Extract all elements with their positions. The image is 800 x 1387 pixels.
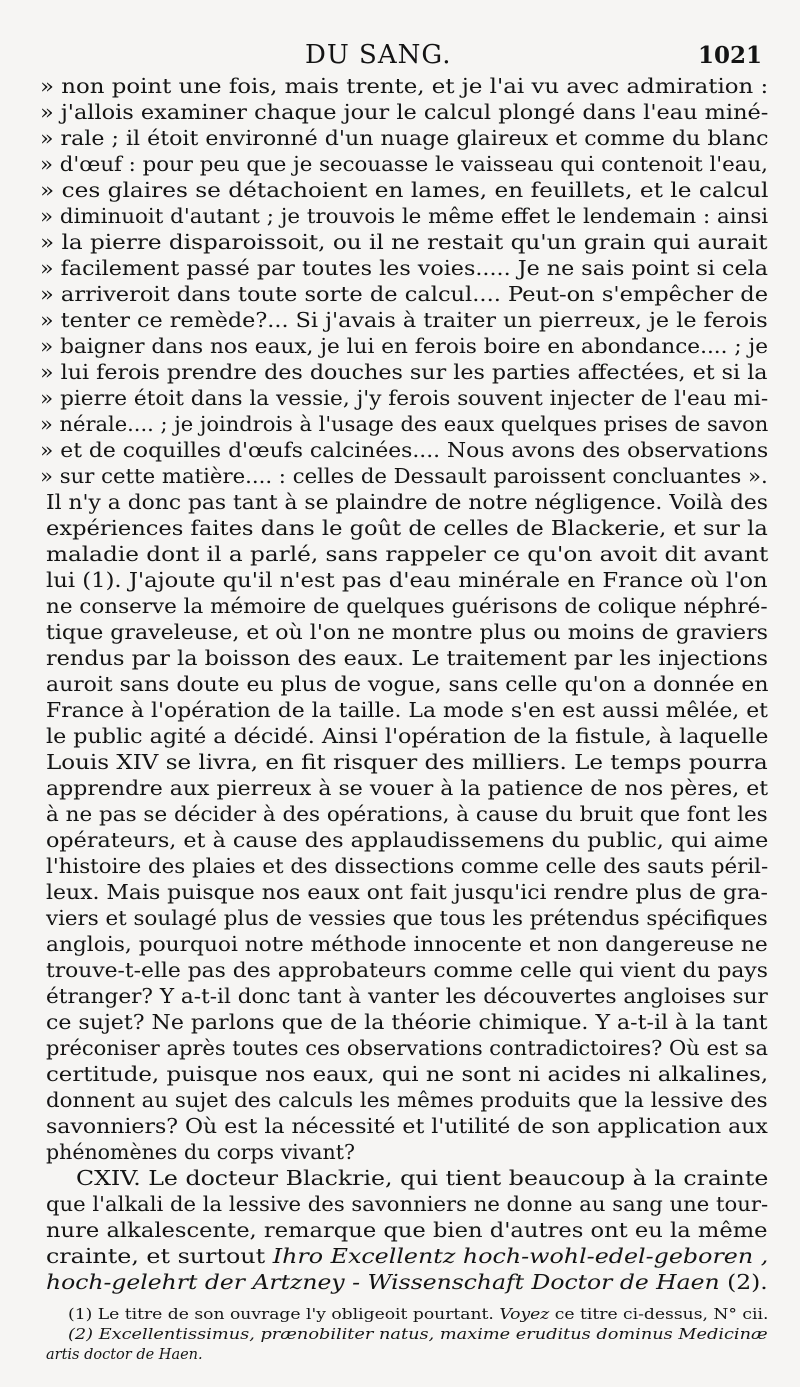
text-line: anglois, pourquoi notre méthode innocente et non dangereuse ne: [46, 932, 768, 956]
text-line: » lui ferois prendre des douches sur les parties affectées, et si la: [40, 360, 768, 384]
text-line: [46, 1244, 768, 1269]
text-line: phénomènes du corps vivant?: [46, 1140, 355, 1164]
text-line: le public agité a décidé. Ainsi l'opération de la fistule, à laquelle: [46, 724, 769, 748]
text-line: » rale ; il étoit environné d'un nuage glaireux et comme du blanc: [40, 126, 769, 150]
text-line: apprendre aux pierreux à se vouer à la patience de nos pères, et: [46, 776, 769, 800]
text-line: viers et soulagé plus de vessies que tous les prétendus spécifiques: [46, 906, 768, 930]
text-line: » nérale.... ; je joindrois à l'usage des eaux quelques prises de savon: [40, 412, 769, 436]
text-line: l'histoire des plaies et des dissections comme celle des sauts péril-: [46, 854, 769, 878]
footnote-2-line2: artis doctor de Haen.: [46, 1347, 203, 1363]
text-line: [46, 1270, 768, 1295]
footnote-1: [68, 1306, 768, 1324]
text-line: Il n'y a donc pas tant à se plaindre de notre négligence. Voilà des: [46, 490, 768, 514]
text-line: » et de coquilles d'œufs calcinées.... Nous avons des observations: [40, 438, 769, 462]
footnote-ref: (2).: [719, 1270, 768, 1294]
text-line: opérateurs, et à cause des applaudissemens du public, qui aime: [46, 828, 769, 852]
text-line: expériences faites dans le goût de celles de Blackerie, et sur la: [46, 516, 768, 540]
latin-title-part1: Ihro Excellentz hoch-wohl-edel-geboren ,: [272, 1244, 769, 1268]
text-line: » facilement passé par toutes les voies..... Je ne sais point si cela: [40, 256, 768, 280]
footnote-2-line1: (2) Excellentissimus, prænobiliter natus, maxime eruditus dominus Medicinæ: [68, 1327, 768, 1343]
text-line: » baigner dans nos eaux, je lui en ferois boire en abondance.... ; je: [40, 334, 769, 358]
text-line: Louis XIV se livra, en fit risquer des milliers. Le temps pourra: [46, 750, 768, 774]
text-line: » tenter ce remède?... Si j'avais à traiter un pierreux, je le ferois: [40, 308, 768, 332]
text-line: ce sujet? Ne parlons que de la théorie chimique. Y a-t-il à la tant: [46, 1010, 768, 1034]
text-line: donnent au sujet des calculs les mêmes produits que la lessive des: [46, 1088, 768, 1112]
text-line: étranger? Y a-t-il donc tant à vanter les découvertes angloises sur: [46, 984, 768, 1008]
text-line: » pierre étoit dans la vessie, j'y ferois souvent injecter de l'eau mi-: [40, 386, 769, 410]
text-line: » ces glaires se détachoient en lames, en feuillets, et le calcul: [40, 178, 769, 202]
text-line: rendus par la boisson des eaux. Le traitement par les injections: [46, 646, 768, 670]
text-line: savonniers? Où est la nécessité et l'utilité de son application aux: [46, 1114, 768, 1138]
footnote-1-tail: ce titre ci-dessus, N° cii.: [549, 1307, 769, 1323]
text-line: » d'œuf : pour peu que je secouasse le vaisseau qui contenoit l'eau,: [40, 152, 768, 176]
text-line: tique graveleuse, et où l'on ne montre plus ou moins de graviers: [46, 620, 768, 644]
footnote-1-text: (1) Le titre de son ouvrage l'y obligeoit pourtant.: [68, 1307, 500, 1323]
text-line: » diminuoit d'autant ; je trouvois le même effet le lendemain : ainsi: [40, 204, 769, 228]
text-line: à ne pas se décider à des opérations, à cause du bruit que font les: [46, 802, 768, 826]
text-line: CXIV. Le docteur Blackrie, qui tient beaucoup à la crainte: [76, 1166, 769, 1190]
text-line: maladie dont il a parlé, sans rappeler ce qu'on avoit dit avant: [46, 542, 769, 566]
text-line: auroit sans doute eu plus de vogue, sans celle qu'on a donnée en: [46, 672, 769, 696]
text-line: préconiser après toutes ces observations contradictoires? Où est sa: [46, 1036, 769, 1060]
text-line: » j'allois examiner chaque jour le calcul plongé dans l'eau miné-: [40, 100, 769, 124]
text-line: » arriveroit dans toute sorte de calcul.... Peut-on s'empêcher de: [40, 282, 769, 306]
text-line: » sur cette matière.... : celles de Dessault paroissent concluantes ».: [40, 464, 768, 488]
text-line: » la pierre disparoissoit, ou il ne restait qu'un grain qui aurait: [40, 230, 768, 254]
text-line: France à l'opération de la taille. La mode s'en est aussi mêlée, et: [46, 698, 768, 722]
page-header: [0, 40, 800, 70]
page-number: 1021: [697, 42, 762, 69]
text-line: » non point une fois, mais trente, et je l'ai vu avec admiration :: [40, 74, 769, 98]
footnote-1-italic: Voyez: [499, 1307, 550, 1323]
text-line: nure alkalescente, remarque que bien d'autres ont eu la même: [46, 1218, 768, 1242]
latin-title-part2: hoch-gelehrt der Artzney - Wissenschaft Doctor de Haen: [46, 1270, 720, 1294]
text-line: trouve-t-elle pas des approbateurs comme celle qui vient du pays: [46, 958, 768, 982]
text-line: lui (1). J'ajoute qu'il n'est pas d'eau minérale en France où l'on: [46, 568, 768, 592]
text-line: ne conserve la mémoire de quelques guérisons de colique néphré-: [46, 594, 768, 618]
text-line: que l'alkali de la lessive des savonniers ne donne au sang une tour-: [46, 1192, 769, 1216]
text-line: certitude, puisque nos eaux, qui ne sont ni acides ni alkalines,: [46, 1062, 769, 1086]
running-title: DU SANG.: [305, 40, 452, 70]
line-45-text: crainte, et surtout: [46, 1244, 266, 1268]
text-line: leux. Mais puisque nos eaux ont fait jusqu'ici rendre plus de gra-: [46, 880, 768, 904]
